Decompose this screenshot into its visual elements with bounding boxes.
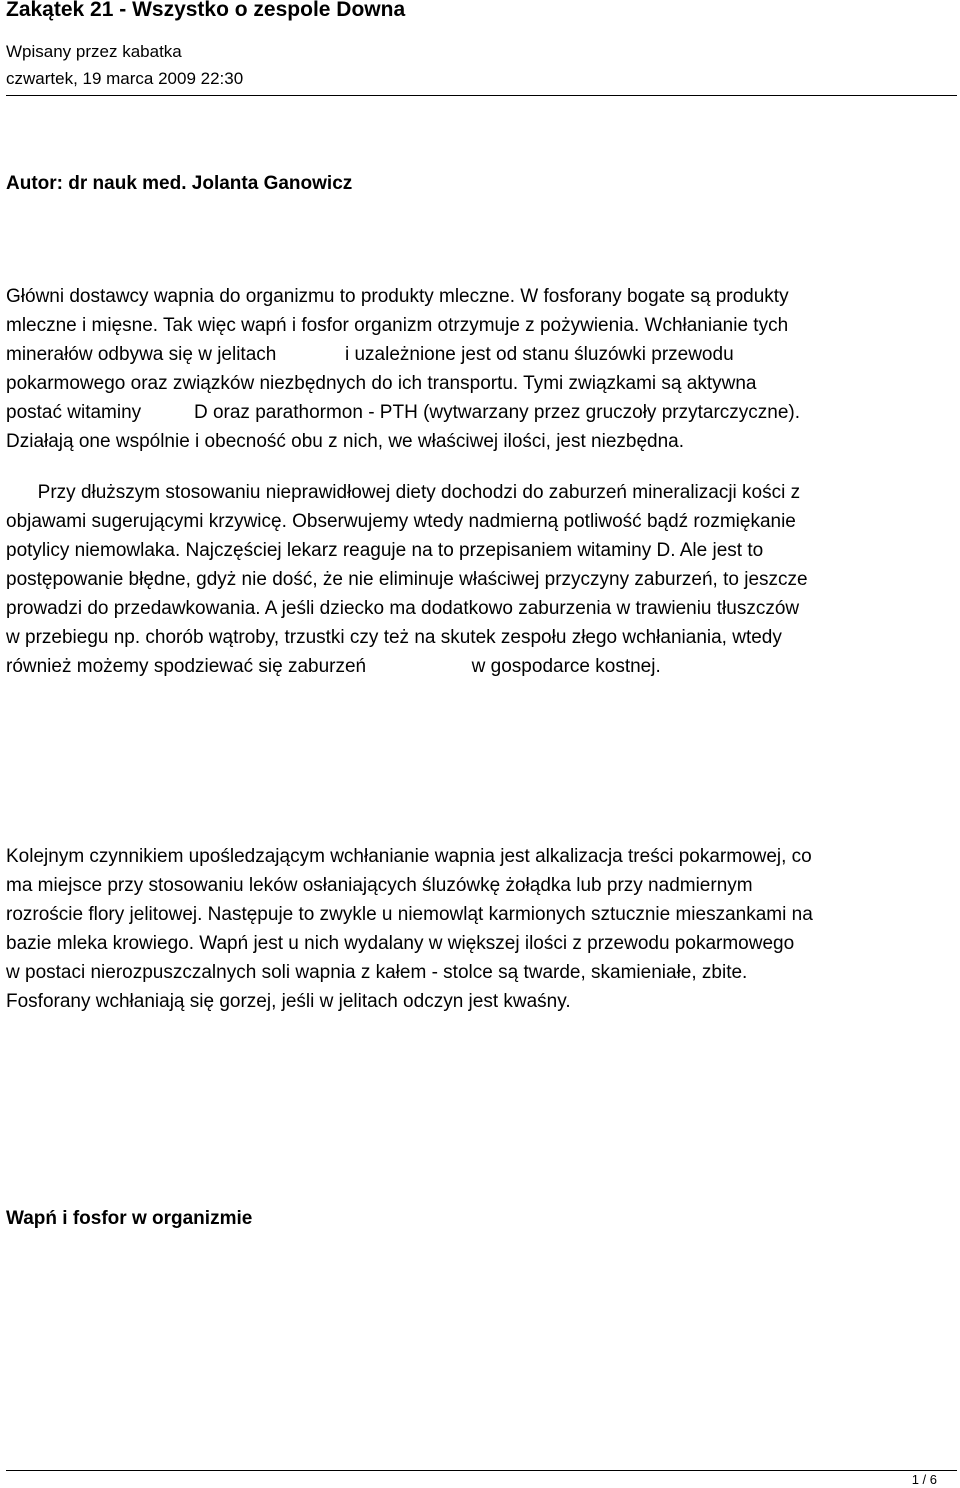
paragraph-line: minerałów odbywa się w jelitach i uzależnione jest od stanu śluzówki przewodu (6, 344, 734, 365)
author-line: Wpisany przez kabatka (6, 42, 182, 61)
paragraph-line: Fosforany wchłaniają się gorzej, jeśli w jelitach odczyn jest kwaśny. (6, 991, 571, 1012)
paragraph-line: postać witaminy D oraz parathormon - PTH (wytwarzany przez gruczoły przytarczyczne). (6, 402, 801, 423)
date-line: czwartek, 19 marca 2009 22:30 (6, 69, 244, 88)
paragraph-line: Przy dłuższym stosowaniu nieprawidłowej diety dochodzi do zaburzeń mineralizacji kości z (6, 482, 801, 503)
paragraph-line: pokarmowego oraz związków niezbędnych do ich transportu. Tymi związkami są aktywna (6, 373, 757, 394)
paragraph-line: rozroście flory jelitowej. Następuje to zwykle u niemowląt karmionych sztucznie mieszankami na (6, 904, 813, 925)
page-title: Zakątek 21 - Wszystko o zespole Downa (6, 0, 406, 21)
paragraph-line: bazie mleka krowiego. Wapń jest u nich wydalany w większej ilości z przewodu pokarmowego (6, 933, 795, 954)
paragraph-line: potylicy niemowlaka. Najczęściej lekarz reaguje na to przepisaniem witaminy D. Ale jest to (6, 540, 764, 561)
header-divider (6, 95, 957, 96)
paragraph-line: w przebiegu np. chorób wątroby, trzustki czy też na skutek zespołu złego wchłaniania, wtedy (6, 627, 782, 648)
paragraph-line: ma miejsce przy stosowaniu leków osłaniających śluzówkę żołądka lub przy nadmiernym (6, 875, 753, 896)
paragraph-line: postępowanie błędne, gdyż nie dość, że nie eliminuje właściwej przyczyny zaburzeń, to jeszcze (6, 569, 808, 590)
paragraph-line: prowadzi do przedawkowania. A jeśli dziecko ma dodatkowo zaburzenia w trawieniu tłuszczów (6, 598, 800, 619)
article-author-heading: Autor: dr nauk med. Jolanta Ganowicz (6, 173, 353, 194)
paragraph-1 (6, 282, 800, 456)
paragraph-line: również możemy spodziewać się zaburzeń w gospodarce kostnej. (6, 656, 661, 677)
paragraph-line: mleczne i mięsne. Tak więc wapń i fosfor organizm otrzymuje z pożywienia. Wchłanianie tych (6, 315, 789, 336)
paragraph-line: Kolejnym czynnikiem upośledzającym wchłanianie wapnia jest alkalizacja treści pokarmowej, co (6, 846, 812, 867)
page-number: 1 / 6 (911, 1472, 937, 1487)
paragraph-line: Działają one wspólnie i obecność obu z nich, we właściwej ilości, jest niezbędna. (6, 431, 685, 452)
paragraph-3 (6, 842, 813, 1016)
section-heading: Wapń i fosfor w organizmie (6, 1208, 253, 1229)
paragraph-line: objawami sugerującymi krzywicę. Obserwujemy wtedy nadmierną potliwość bądź rozmiękanie (6, 511, 796, 532)
footer-divider (6, 1470, 957, 1471)
paragraph-2 (6, 478, 808, 681)
paragraph-line: w postaci nierozpuszczalnych soli wapnia z kałem - stolce są twarde, skamieniałe, zbite. (6, 962, 748, 983)
paragraph-line: Główni dostawcy wapnia do organizmu to produkty mleczne. W fosforany bogate są produkty (6, 286, 789, 307)
